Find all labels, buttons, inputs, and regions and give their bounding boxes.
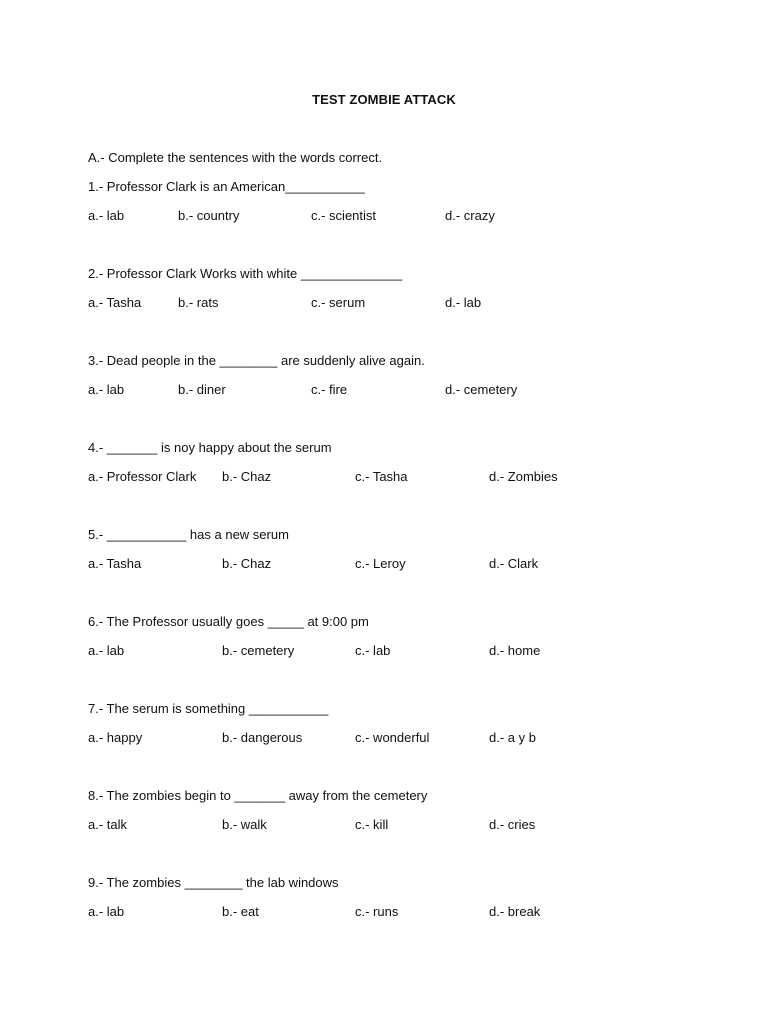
- question-text: 7.- The serum is something ___________: [88, 701, 329, 716]
- option-c: c.- runs: [355, 904, 399, 919]
- option-c: c.- serum: [311, 295, 366, 310]
- answer-options: [88, 469, 708, 487]
- section-instruction: A.- Complete the sentences with the words correct.: [88, 150, 383, 165]
- answer-options: [88, 904, 708, 922]
- option-c: c.- Leroy: [355, 556, 406, 571]
- option-b: b.- country: [178, 208, 240, 223]
- question-text: 6.- The Professor usually goes _____ at 9:00 pm: [88, 614, 369, 629]
- option-b: b.- dangerous: [222, 730, 303, 745]
- option-d: d.- cries: [489, 817, 536, 832]
- option-a: a.- happy: [88, 730, 143, 745]
- option-a: a.- lab: [88, 382, 125, 397]
- question-list: [88, 179, 708, 962]
- option-a: a.- Tasha: [88, 556, 142, 571]
- question-5: [88, 527, 708, 614]
- answer-options: [88, 817, 708, 835]
- page-title: TEST ZOMBIE ATTACK: [312, 92, 456, 107]
- question-2: [88, 266, 708, 353]
- question-text: 4.- _______ is noy happy about the serum: [88, 440, 332, 455]
- answer-options: [88, 556, 708, 574]
- option-a: a.- Tasha: [88, 295, 142, 310]
- option-a: a.- lab: [88, 904, 125, 919]
- question-text: 3.- Dead people in the ________ are suddenly alive again.: [88, 353, 425, 368]
- question-6: [88, 614, 708, 701]
- question-7: [88, 701, 708, 788]
- option-b: b.- Chaz: [222, 556, 272, 571]
- option-d: d.- lab: [445, 295, 482, 310]
- answer-options: [88, 208, 708, 226]
- option-d: d.- Clark: [489, 556, 539, 571]
- option-a: a.- talk: [88, 817, 128, 832]
- option-b: b.- eat: [222, 904, 259, 919]
- question-text: 8.- The zombies begin to _______ away from the cemetery: [88, 788, 428, 803]
- question-9: [88, 875, 708, 962]
- question-text: 9.- The zombies ________ the lab windows: [88, 875, 339, 890]
- option-d: d.- break: [489, 904, 541, 919]
- option-a: a.- Professor Clark: [88, 469, 197, 484]
- question-text: 2.- Professor Clark Works with white ______________: [88, 266, 403, 281]
- option-b: b.- cemetery: [222, 643, 295, 658]
- option-a: a.- lab: [88, 643, 125, 658]
- option-c: c.- kill: [355, 817, 389, 832]
- option-b: b.- diner: [178, 382, 226, 397]
- option-b: b.- rats: [178, 295, 219, 310]
- option-c: c.- lab: [355, 643, 391, 658]
- option-d: d.- crazy: [445, 208, 495, 223]
- answer-options: [88, 382, 708, 400]
- option-d: d.- home: [489, 643, 541, 658]
- option-d: d.- a y b: [489, 730, 536, 745]
- answer-options: [88, 295, 708, 313]
- answer-options: [88, 730, 708, 748]
- answer-options: [88, 643, 708, 661]
- option-d: d.- cemetery: [445, 382, 518, 397]
- question-text: 5.- ___________ has a new serum: [88, 527, 289, 542]
- question-4: [88, 440, 708, 527]
- option-b: b.- walk: [222, 817, 267, 832]
- option-b: b.- Chaz: [222, 469, 272, 484]
- option-c: c.- Tasha: [355, 469, 408, 484]
- question-1: [88, 179, 708, 266]
- option-d: d.- Zombies: [489, 469, 558, 484]
- option-c: c.- wonderful: [355, 730, 430, 745]
- question-text: 1.- Professor Clark is an American___________: [88, 179, 365, 194]
- question-3: [88, 353, 708, 440]
- question-8: [88, 788, 708, 875]
- option-a: a.- lab: [88, 208, 125, 223]
- option-c: c.- scientist: [311, 208, 377, 223]
- option-c: c.- fire: [311, 382, 348, 397]
